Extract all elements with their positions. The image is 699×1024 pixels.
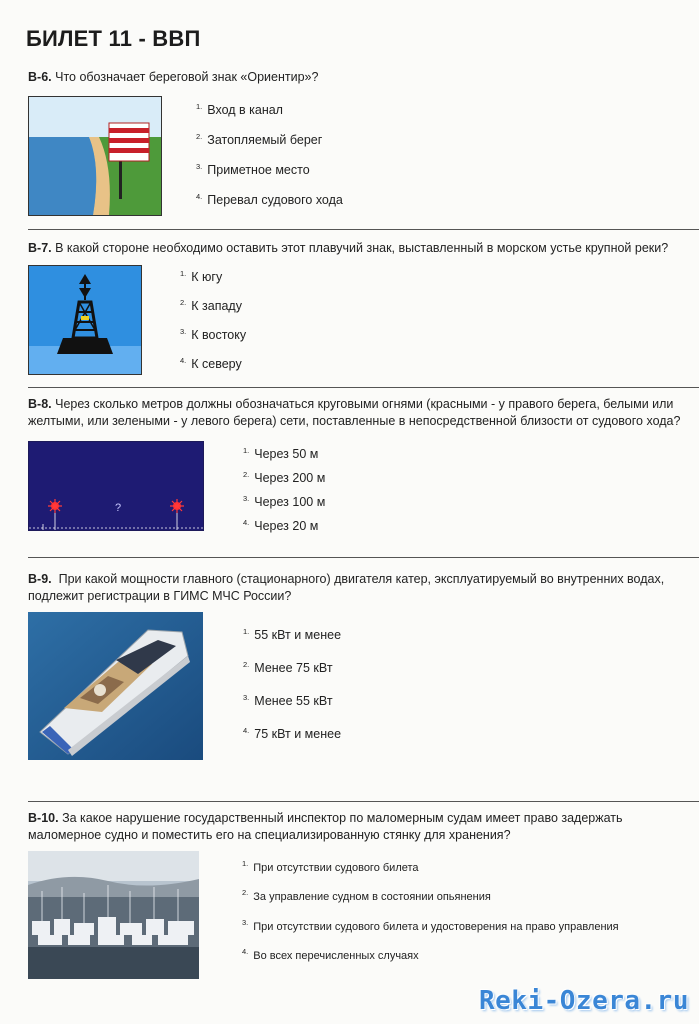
question-9-option-1[interactable]: $^{1.}$ 55 кВт и менее: [243, 627, 342, 642]
question-7-option-4[interactable]: $^{4.}$ К северу: [180, 356, 242, 371]
question-7-image: [28, 265, 142, 375]
question-10-option-4[interactable]: $^{4.}$ Во всех перечисленных случаях: [242, 947, 419, 962]
question-8-option-3[interactable]: $^{3.}$ Через 100 м: [243, 494, 326, 509]
question-8: [28, 396, 680, 430]
question-9-option-3[interactable]: $^{3.}$ Менее 55 кВт: [243, 693, 333, 708]
question-9-option-2[interactable]: $^{2.}$ Менее 75 кВт: [243, 660, 333, 675]
question-10: [28, 810, 623, 844]
question-8-text-line2: желтыми, или зелеными - у левого берега) сети, поставленные в непосредственной близости от судового хода?: [28, 414, 681, 428]
divider: [28, 387, 699, 388]
question-8-text-line1: Через сколько метров должны обозначаться круговыми огнями (красными - у правого берега, белыми или: [55, 397, 674, 411]
question-10-option-3[interactable]: $^{3.}$ При отсутствии судового билета и удостоверения на право управления: [242, 918, 619, 933]
question-6-number: В-6.: [28, 70, 52, 84]
question-8-option-4[interactable]: $^{4.}$ Через 20 м: [243, 518, 319, 533]
page-title: БИЛЕТ 11 - ВВП: [26, 26, 201, 51]
question-8-image-label: ?: [115, 502, 122, 514]
question-7-option-3[interactable]: $^{3.}$ К востоку: [180, 327, 247, 342]
divider: [28, 557, 699, 558]
question-8-number: В-8.: [28, 397, 52, 411]
question-10-number: В-10.: [28, 811, 59, 825]
question-7-text: В какой стороне необходимо оставить этот плавучий знак, выставленный в морском устье крупной реки?: [55, 241, 669, 255]
question-6-option-2[interactable]: $^{2.}$ Затопляемый берег: [196, 132, 323, 147]
question-6: [28, 69, 318, 86]
question-9-number: В-9.: [28, 572, 52, 586]
divider: [28, 229, 699, 230]
question-6-image: [28, 96, 162, 216]
question-6-option-3[interactable]: $^{3.}$ Приметное место: [196, 162, 310, 177]
question-7-option-2[interactable]: $^{2.}$ К западу: [180, 298, 242, 313]
question-7-number: В-7.: [28, 241, 52, 255]
divider: [28, 801, 699, 802]
question-10-text-line2: маломерное судно и поместить его на специализированную стянку для хранения?: [28, 828, 511, 842]
question-9-text-line1: При какой мощности главного (стационарного) двигателя катер, эксплуатируемый во внутренних водах,: [58, 572, 665, 586]
question-6-text: Что обозначает береговой знак «Ориентир»?: [55, 70, 319, 84]
question-8-image: [28, 441, 204, 531]
question-9-image: [28, 612, 203, 760]
question-9-text-line2: подлежит регистрации в ГИМС МЧС России?: [28, 589, 292, 603]
question-6-option-1[interactable]: $^{1.}$ Вход в канал: [196, 102, 283, 117]
question-10-image: [28, 851, 199, 979]
question-10-option-1[interactable]: $^{1.}$ При отсутствии судового билета: [242, 859, 419, 874]
question-7-option-1[interactable]: $^{1.}$ К югу: [180, 269, 223, 284]
watermark: Reki-Ozera.ru: [479, 986, 689, 1016]
question-6-option-4[interactable]: $^{4.}$ Перевал судового хода: [196, 192, 343, 207]
question-9-option-4[interactable]: $^{4.}$ 75 кВт и менее: [243, 726, 342, 741]
question-8-option-1[interactable]: $^{1.}$ Через 50 м: [243, 446, 319, 461]
question-7: [28, 240, 668, 257]
question-8-option-2[interactable]: $^{2.}$ Через 200 м: [243, 470, 326, 485]
question-10-option-2[interactable]: $^{2.}$ За управление судном в состоянии опьянения: [242, 888, 491, 903]
question-10-text-line1: За какое нарушение государственный инспектор по маломерным судам имеет право задержать: [62, 811, 623, 825]
question-9: [28, 571, 664, 605]
